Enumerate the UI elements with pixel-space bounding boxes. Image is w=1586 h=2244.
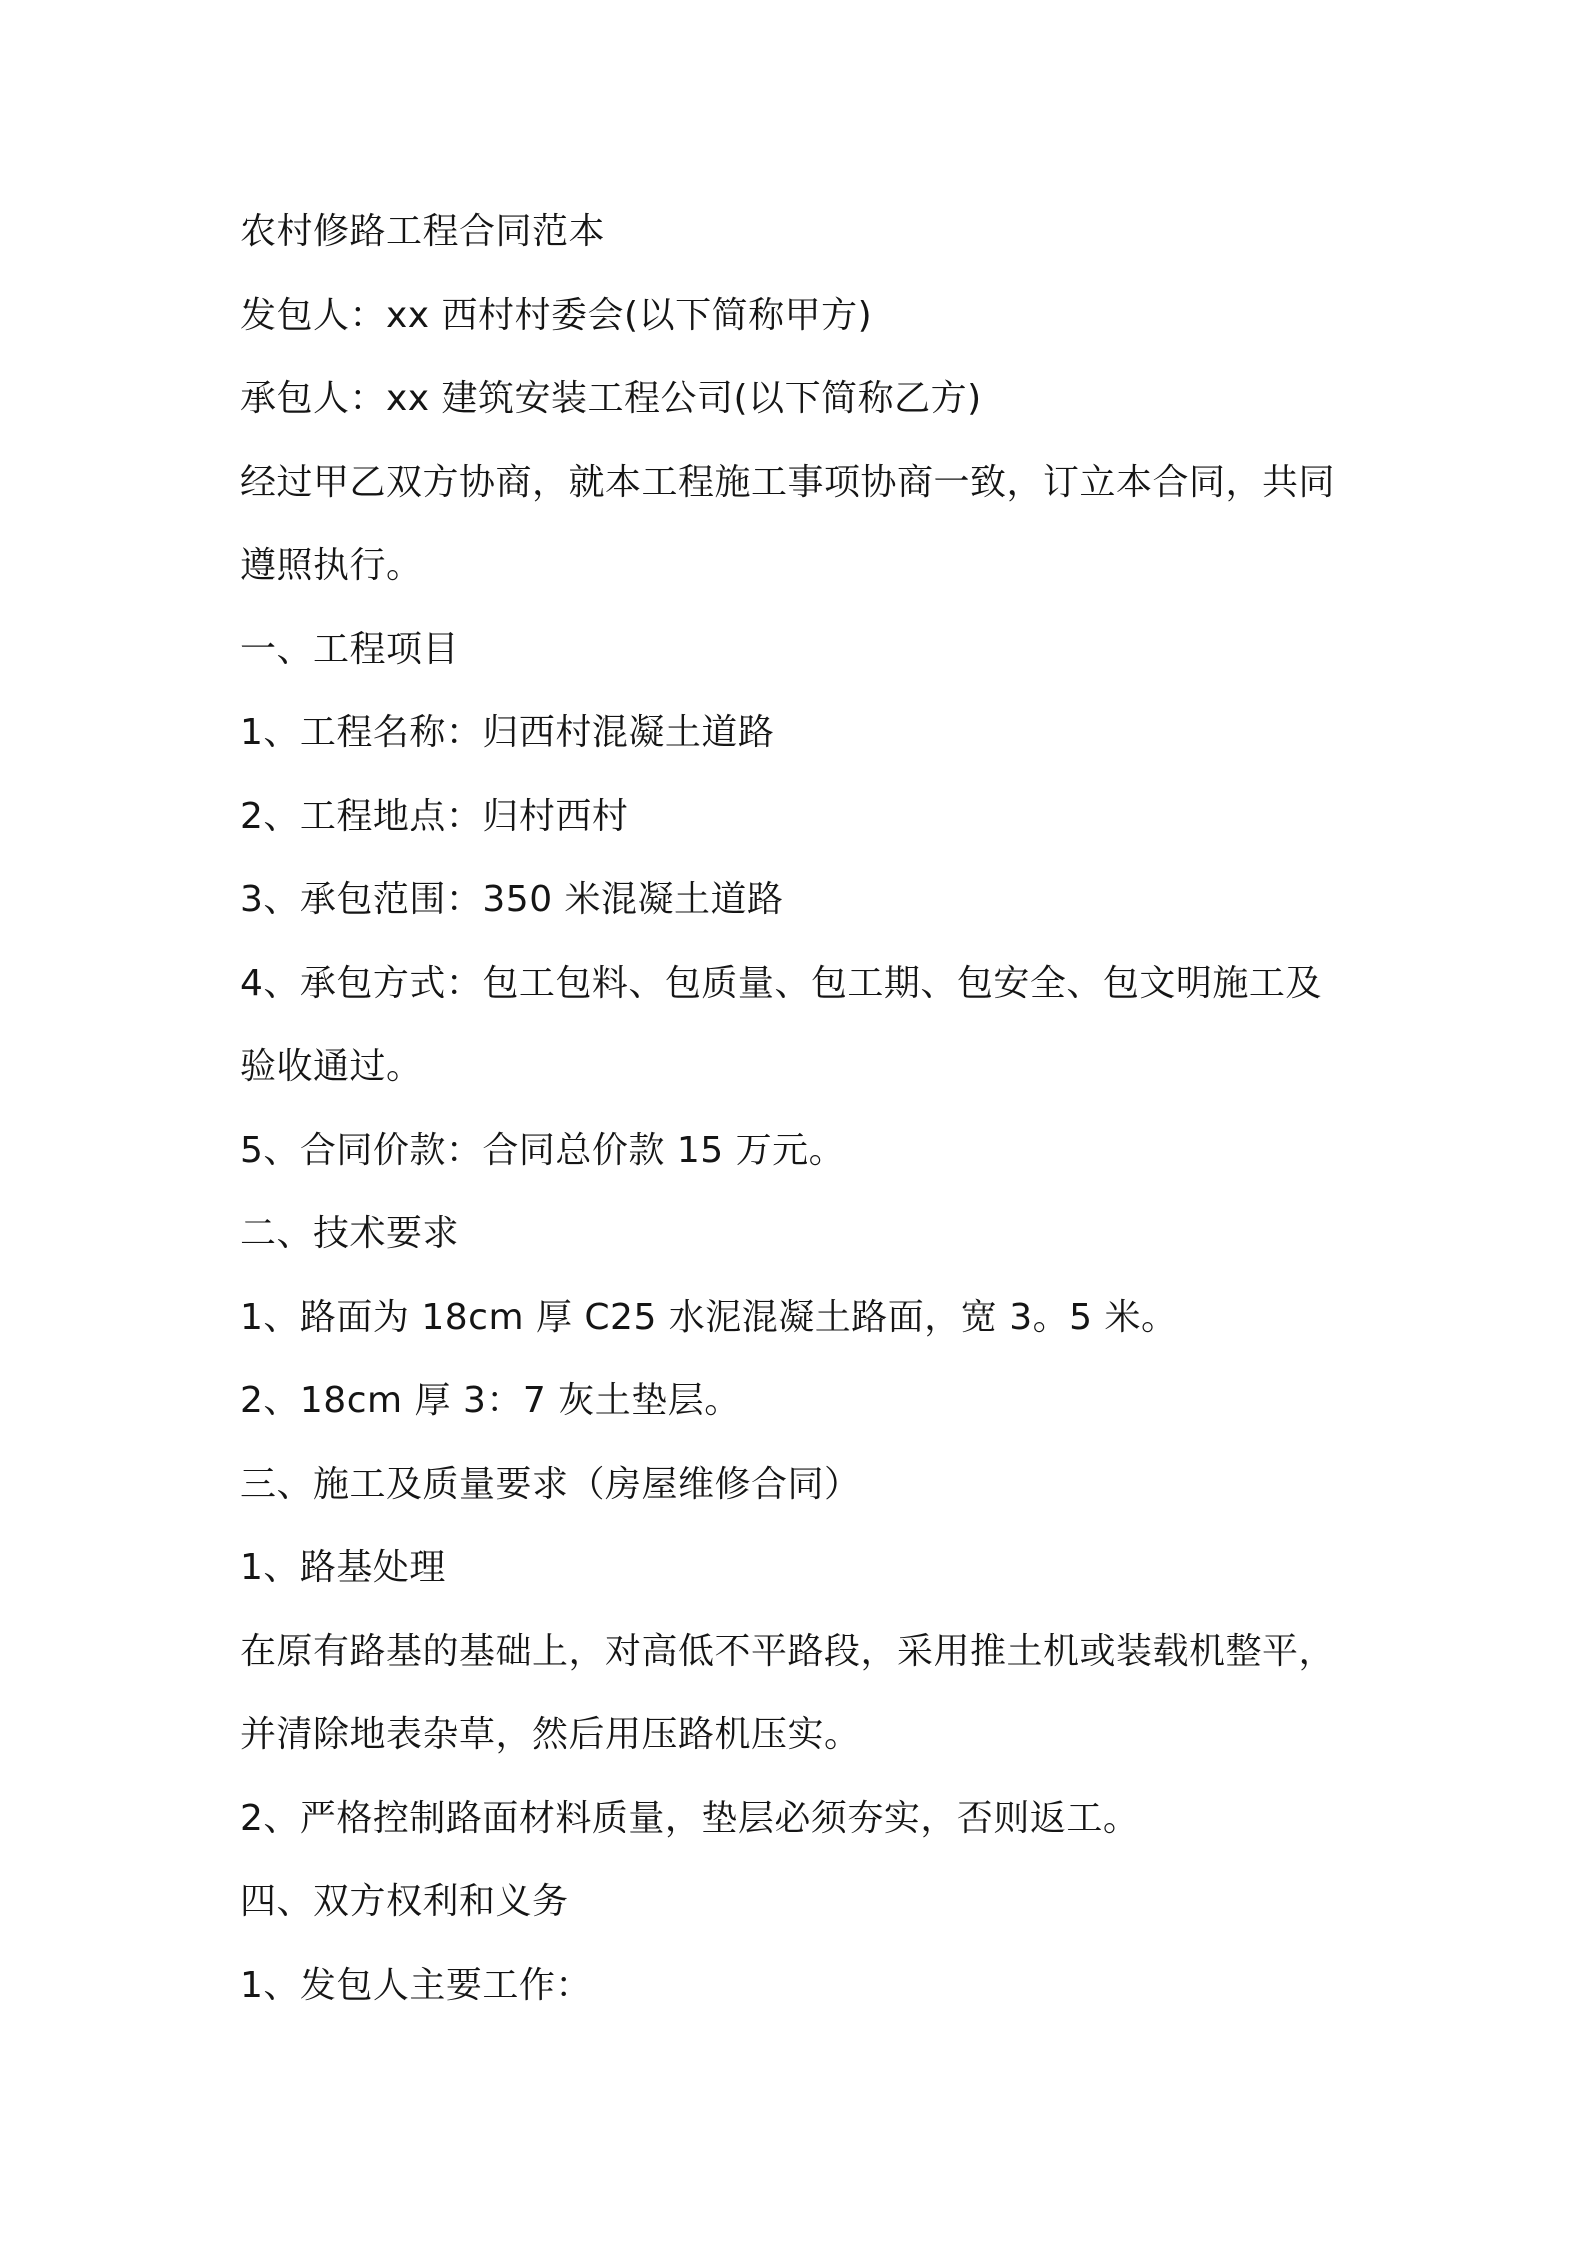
subgrade-heading: 1、路基处理 <box>240 1547 446 1588</box>
project-name-line: 1、工程名称：归西村混凝土道路 <box>240 712 775 753</box>
subgrade-text-line-1: 在原有路基的基础上，对高低不平路段，采用推土机或装载机整平， <box>240 1630 1336 1672</box>
document-body <box>240 190 1360 2027</box>
contract-scope-line: 3、承包范围：350 米混凝土道路 <box>240 879 784 920</box>
contract-method-line-2: 验收通过。 <box>240 1046 423 1087</box>
section-heading-project: 一、工程项目 <box>240 628 460 670</box>
party-b-line: 承包人：xx 建筑安装工程公司(以下简称乙方) <box>240 378 982 419</box>
road-surface-line: 1、路面为 18cm 厚 C25 水泥混凝土路面，宽 3。5 米。 <box>240 1296 1178 1338</box>
party-a-line: 发包人：xx 西村村委会(以下简称甲方) <box>240 294 873 336</box>
preamble-line-1: 经过甲乙双方协商，就本工程施工事项协商一致，订立本合同，共同 <box>240 461 1336 503</box>
employer-duties-heading: 1、发包人主要工作： <box>240 1964 592 2006</box>
section-heading-technical: 二、技术要求 <box>240 1213 460 1254</box>
preamble-line-2: 遵照执行。 <box>240 545 423 586</box>
base-layer-line: 2、18cm 厚 3：7 灰土垫层。 <box>240 1380 741 1421</box>
section-heading-quality: 三、施工及质量要求（房屋维修合同） <box>240 1463 861 1505</box>
section-heading-rights: 四、双方权利和义务 <box>240 1881 569 1922</box>
contract-price-line: 5、合同价款：合同总价款 15 万元。 <box>240 1129 846 1171</box>
project-location-line: 2、工程地点：归村西村 <box>240 795 629 837</box>
document-title: 农村修路工程合同范本 <box>240 211 606 252</box>
contract-method-line-1: 4、承包方式：包工包料、包质量、包工期、包安全、包文明施工及 <box>240 962 1322 1004</box>
subgrade-text-line-2: 并清除地表杂草，然后用压路机压实。 <box>240 1714 861 1755</box>
material-quality-line: 2、严格控制路面材料质量，垫层必须夯实，否则返工。 <box>240 1797 1140 1839</box>
